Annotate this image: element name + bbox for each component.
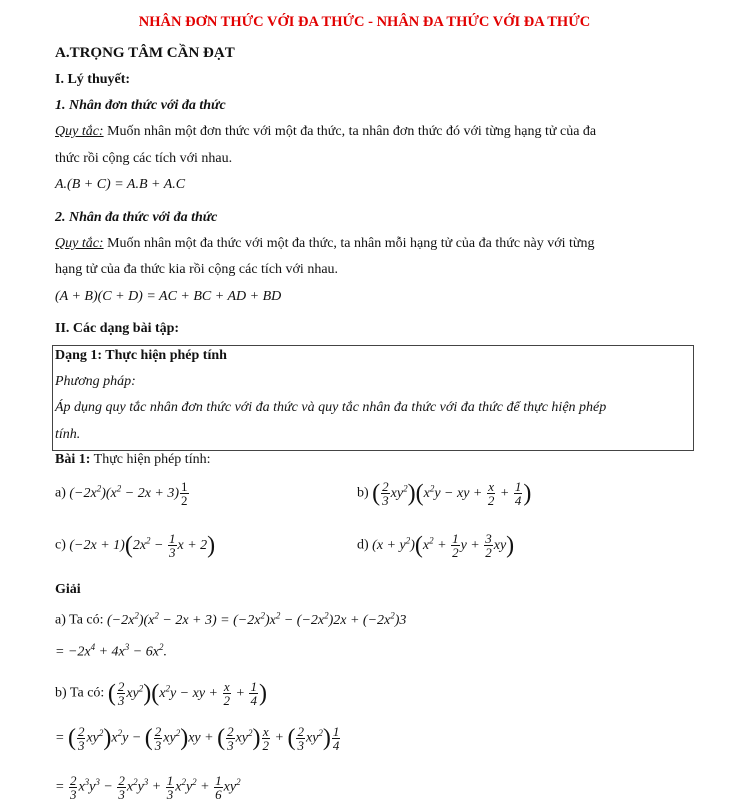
sub2-rule-line1: [55, 236, 595, 252]
problem-d-label: d): [357, 537, 369, 553]
solution-a-label: a) Ta có:: [55, 612, 104, 628]
problem-a: a) $(-2x^2)(x^2 - 2x + 3)$ $\frac{1}{2}$: [55, 479, 188, 508]
exercise-heading: II. Các dạng bài tập:: [55, 321, 180, 336]
bai1-line: [55, 452, 210, 468]
section-a-heading: A.TRỌNG TÂM CẦN ĐẠT: [55, 45, 235, 61]
solution-b-label: b) Ta có:: [55, 685, 105, 701]
solution-a-line2: = $-2x^4 + 4x^3 - 6x^2$.: [55, 642, 167, 660]
sub2-heading: 2. Nhân đa thức với đa thức: [55, 210, 218, 225]
problem-a-label: a): [55, 485, 66, 501]
sub2-formula: (A + B)(C + D) = AC + BC + AD + BD: [55, 289, 282, 304]
sub1-rule-line1: [55, 124, 596, 140]
bai1-label: Bài 1:: [55, 452, 91, 467]
solution-b-line1: b) Ta có: ( $\frac{2}{3}$ $xy^2)(x^2y$ − xy + $\frac{x}{2}$ + $\frac{1}{4}$ ): [55, 679, 267, 708]
sub1-rule-text1: Muốn nhân một đơn thức với một đa thức, ta nhân đơn thức đó với từng hạng tử của đa: [103, 124, 597, 139]
sub2-rule-label: Quy tắc:: [55, 236, 104, 251]
problem-b: b) ( $\frac{2}{3}$ $xy^2)(x^2y$ − xy + $\frac{x}{2}$ + $\frac{1}{4}$ ): [357, 479, 532, 508]
method-label: Phương pháp:: [55, 374, 136, 389]
bai1-text: Thực hiện phép tính:: [90, 452, 211, 467]
method-text1: Áp dụng quy tắc nhân đơn thức với đa thức và quy tắc nhân đa thức với đa thức để thực hiện phép: [55, 400, 607, 415]
solution-a-line1: a) Ta có: $(-2x^2)(x^2 - 2x + 3) = (-2x^2)x^2 - (-2x^2)2x + (-2x^2)3$: [55, 610, 407, 628]
sub2-rule-text1: Muốn nhân một đa thức với một đa thức, ta nhân mỗi hạng tử của đa thức này với từng: [103, 236, 595, 251]
theory-heading: I. Lý thuyết:: [55, 72, 131, 87]
page-title: NHÂN ĐƠN THỨC VỚI ĐA THỨC - NHÂN ĐA THỨC VỚI ĐA THỨC: [138, 14, 591, 30]
method-box-heading: Dạng 1: Thực hiện phép tính: [55, 348, 227, 363]
sub2-rule-text2: hạng tử của đa thức kia rồi cộng các tích với nhau.: [55, 262, 339, 277]
problem-b-label: b): [357, 485, 369, 501]
sub1-heading: 1. Nhân đơn thức với đa thức: [55, 98, 226, 113]
sub1-rule-text2: thức rồi cộng các tích với nhau.: [55, 151, 233, 166]
solution-b-line2: = ( $\frac{2}{3}$ $xy^2)x^2y$ − ( $\frac{2}{3}$ $xy^2)xy$ + ( $\frac{2}{3}$ $xy^2$) $\frac{x}{2}$ + ( $\frac{2}{3}$ $xy^2$) $\frac{1}{4}$: [55, 724, 340, 753]
sub1-formula: A.(B + C) = A.B + A.C: [55, 177, 186, 192]
solution-b-line3: = $\frac{2}{3}$ $x^3y^3$ − $\frac{2}{3}$ $x^2y^3$ + $\frac{1}{3}$ $x^2y^2$ + $\frac{1}{6}$ $xy^2$: [55, 773, 241, 802]
solution-heading: Giải: [55, 582, 81, 597]
problem-d: d) $(x + y^2)(x^2$ + $\frac{1}{2}$ y + $\frac{3}{2}$ xy): [357, 531, 515, 560]
problem-c-label: c): [55, 537, 66, 553]
method-text2: tính.: [55, 427, 81, 442]
sub1-rule-label: Quy tắc:: [55, 124, 104, 139]
problem-c: c) $(-2x + 1)(2x^2$ − $\frac{1}{3}$ x + 2): [55, 531, 216, 560]
